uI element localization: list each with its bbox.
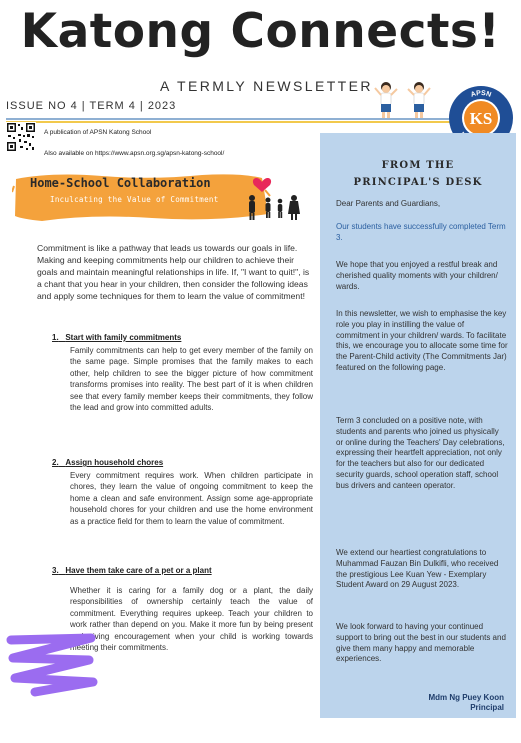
sidebar-paragraph-4: Term 3 concluded on a positive note, with students and parents who joined us physically or online during the Teachers' Day celebrations, expressing their heartfelt appreciation, not only for the teachers but also for our dedicated security guards, school operation staff, school bus drivers and canteen operator. xyxy=(336,416,505,490)
logo-top-text: APSN xyxy=(469,89,493,99)
item-3-heading xyxy=(52,566,212,575)
sidebar-title-line1: FROM THE xyxy=(381,160,455,171)
kids-illustration-icon xyxy=(371,80,441,120)
item-3-body: Whether it is caring for a family dog or a plant, the daily responsibilities of ownership certainly teach the value of commitment. Everything requires upkeep. Teach your children to work rather than depend on you. Make it more fun by being present and giving encouragement when your child is working towards meeting their commitments. xyxy=(70,586,313,653)
issue-line: ISSUE NO 4 | TERM 4 | 2023 xyxy=(6,100,177,112)
item-1-heading xyxy=(52,333,181,342)
signature-role: Principal xyxy=(470,703,504,712)
newsletter-subtitle: A TERMLY NEWSLETTER xyxy=(160,78,373,94)
item-2-title: Assign household chores xyxy=(65,458,164,467)
sidebar-greeting: Dear Parents and Guardians, xyxy=(336,199,441,208)
item-2-body: Every commitment requires work. When children participate in chores, they learn the value of ongoing commitment to keep the home a clean and safe environment. Assign some age-appropriate household chores for your children and use the home environment as a practice field for them to learn the value of commitment. xyxy=(70,471,313,526)
divider-yellow xyxy=(6,121,456,123)
item-1-number: 1. xyxy=(52,333,59,342)
banner-subtitle: Inculcating the Value of Commitment xyxy=(50,195,219,204)
item-2-heading xyxy=(52,458,163,467)
item-2-number: 2. xyxy=(52,458,59,467)
logo-mid-text: KS xyxy=(469,109,493,128)
sidebar-paragraph-2: We hope that you enjoyed a restful break and cherished quality moments with your children/ wards. xyxy=(336,260,498,291)
item-1-title: Start with family commitments xyxy=(65,333,182,342)
sidebar-paragraph-3: In this newsletter, we wish to emphasise the key role you play in instilling the value of commitment in your children/ wards. To facilitate this, we encourage you to allocate some time for the Parent-Child activity (The Commitments Jar) featured on the following page. xyxy=(336,309,508,372)
sidebar-title xyxy=(320,157,516,191)
banner-title: Home-School Collaboration xyxy=(30,176,211,190)
item-1-body: Family commitments can help to get every member of the family on the same page. Simple promises that the family makes to each other, help children to see the bigger picture of how commitment transforms promises into reality. The best part of it is when children see that every family member keeps their commitments, they follow the lead and grow into committed adults. xyxy=(70,346,313,413)
article-intro: Commitment is like a pathway that leads us towards our goals in life. Making and keeping commitments help our children to achieve their goals and maintain meaningful relationships in life. If, "I want to quit!", is a chant that you hear in your children, then consider the following ideas and apply some techniques for them to learn the value of commitment! xyxy=(37,243,310,301)
signature-name: Mdm Ng Puey Koon xyxy=(428,693,504,702)
sidebar-paragraph-1: Our students have successfully completed Term 3. xyxy=(336,222,506,242)
sidebar-title-line2: PRINCIPAL'S DESK xyxy=(353,177,483,188)
item-3-number: 3. xyxy=(52,566,59,575)
item-3-title: Have them take care of a pet or a plant xyxy=(65,566,212,575)
availability-link[interactable]: Also available on https://www.apsn.org.sg/apsn-katong-school/ xyxy=(44,150,225,157)
newsletter-title: Katong Connects! xyxy=(20,4,501,59)
sidebar-paragraph-6: We look forward to having your continued support to bring out the best in our students and give them many happy and memorable experiences. xyxy=(336,622,506,664)
publication-note: A publication of APSN Katong School xyxy=(44,129,152,136)
sidebar-paragraph-5: We extend our heartiest congratulations to Muhammad Fauzan Bin Dulkifli, who received the prestigious Lee Kuan Yew - Exemplary Student Award on 29 August 2023. xyxy=(336,548,499,590)
purple-squiggle-icon xyxy=(5,632,100,697)
qr-code-icon[interactable] xyxy=(6,122,36,152)
